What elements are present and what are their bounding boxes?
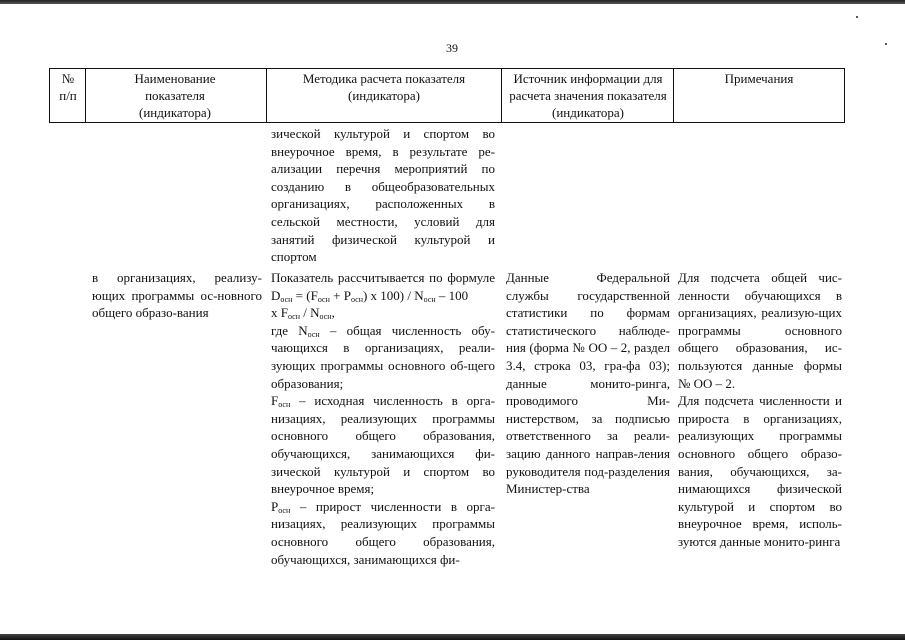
definition-subscript: осн [278,505,291,515]
definition-subscript: осн [307,329,320,339]
definition-symbol: F [271,393,279,409]
formula-line-1 [271,287,495,305]
definition-text: – прирост численности в орга-низациях, реализующих программы основного общего образования, обучающихся, занимающихся фи- [271,498,495,567]
source-text: Данные Федеральной службы государственной статистики по формам статистического наблюде-ния (форма № ОО – 2, раздел 3.4, строка 03, гра-фа 03); данные монито-ринга, проводимого Ми-нистерством, за подписью ответственного за реали-зацию данного направ-ления руководителя под-разделения Министер-ства [506,270,670,497]
formula-text: ) x 100) / [362,287,415,303]
notes-paragraph: Для подсчета общей чис-ленности обучающихся в организациях, реализую-щих программы основного общего образования, ис-пользуются данные формы № ОО – 2. [678,270,842,391]
method-intro: Показатель рассчитывается по формуле [271,270,495,285]
formula-subscript: осн [287,312,301,322]
definition-text: – общая численность обу-чающихся в организациях, реали-зующих программы основного об-щего образования; [271,322,495,391]
formula-line-2 [271,304,495,322]
row2-notes [678,269,842,551]
scan-edge-top [0,0,905,4]
method-continuation-text: зической культурой и спортом во внеурочное время, в результате ре-ализации перечня мероприятий по созданию в общеобразовательных организациях, расположенных в сельской местности, условий для занятий физической культурой и спортом [271,126,495,265]
definition-p [271,498,495,568]
row2-name [92,269,262,322]
definition-symbol: P [271,498,279,514]
formula-symbol: N [310,305,320,321]
column-divider [673,68,674,122]
formula-symbol: D [271,287,281,303]
definition-f [271,392,495,498]
formula-symbol: P [343,287,351,303]
formula-subscript: осн [423,294,436,304]
formula-subscript: осн [280,294,293,304]
definition-n [271,322,495,392]
column-divider [49,68,50,122]
scan-speck [885,43,887,45]
formula-text: = ( [292,287,311,303]
formula-text: + [329,287,344,303]
formula-subscript: осн [317,294,330,304]
header-name: Наименование показателя (индикатора) [134,71,216,120]
formula-text: x [271,305,281,321]
formula-subscript: осн [319,312,332,322]
definition-symbol: N [298,322,308,338]
header-notes: Примечания [724,71,794,86]
formula-text: , [331,305,335,321]
definition-prefix: где [271,322,299,338]
header-method: Методика расчета показателя (индикатора) [302,71,466,103]
row1-method [271,125,495,266]
definition-text: – исходная численность в орга-низациях, реализующих программы основного общего образования, обучающихся, занимающихся фи-зической культурой и спортом во внеурочное время; [271,393,495,497]
formula-subscript: осн [350,294,363,304]
formula-text: / [300,305,311,321]
formula-symbol: F [280,305,288,321]
row2-method [271,269,495,568]
row2-source [506,269,670,498]
formula-symbol: N [414,287,424,303]
formula-symbol: F [310,287,318,303]
column-divider [501,68,502,122]
definition-subscript: осн [278,400,291,410]
formula-text: – 100 [435,287,469,303]
column-divider [266,68,267,122]
column-divider [844,68,845,122]
notes-paragraph: Для подсчета численности и прироста в организациях, реализующих программы основного общего образо-вания, обучающихся, за-нимающихся физической культурой и спортом во внеурочное время, исполь-зуются данные монито-ринга [678,393,842,549]
header-source: Источник информации для расчета значения показателя (индикатора) [509,71,667,120]
column-divider [85,68,86,122]
scan-speck [856,16,858,18]
indicator-name-text: в организациях, реализу-ющих программы ос-новного общего образо-вания [92,270,262,321]
page-number: 39 [446,41,458,55]
scan-edge-bottom [0,634,905,640]
header-num: № п/п [59,71,77,103]
